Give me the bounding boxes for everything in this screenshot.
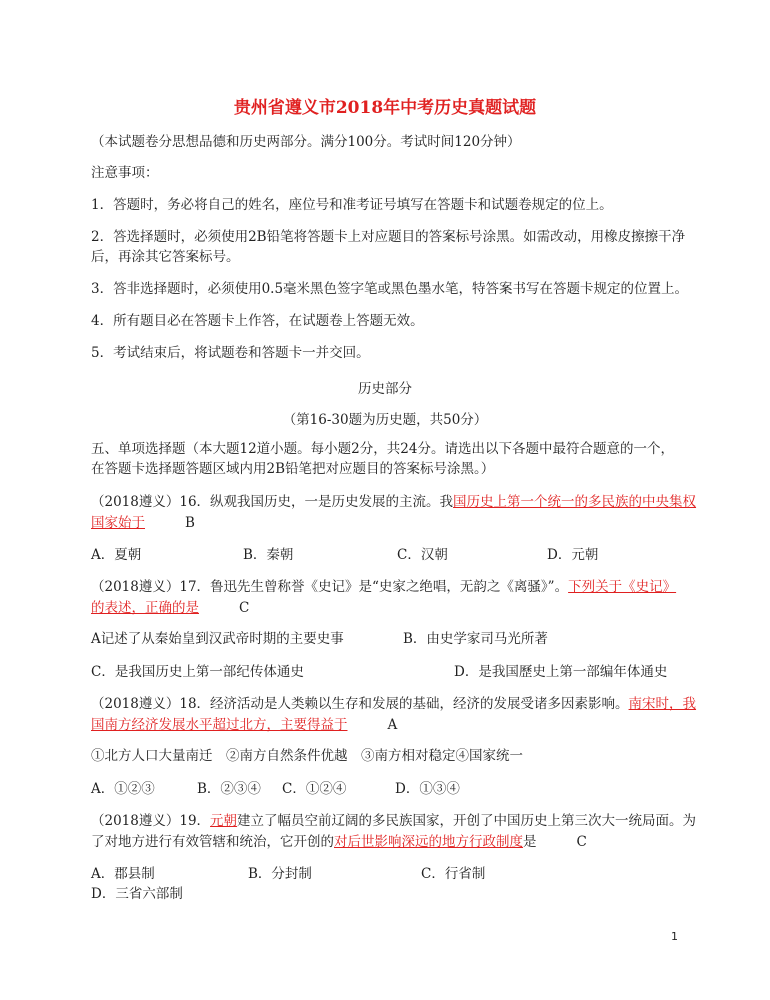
question-18 [91, 693, 697, 715]
note-item: 4．所有题目必在答题卡上作答，在试题卷上答题无效。 [91, 313, 424, 329]
highlight-text: 下列关于《史记》 [568, 579, 677, 595]
option: B．②③④ [197, 781, 261, 797]
intro-text: （本试题卷分思想品德和历史两部分。满分100分。考试时间120分钟） [91, 134, 521, 150]
note-item: 2．答选择题时，必须使用2B铅笔将答题卡上对应题目的答案标号涂黑。如需改动，用橡皮擦擦干净 [91, 229, 686, 245]
option: C．行省制 [421, 866, 486, 882]
question-16 [91, 491, 697, 513]
option: A．①②③ [91, 781, 155, 797]
option: D．元朝 [547, 547, 599, 563]
option: D．①③④ [395, 781, 460, 797]
part-heading: 在答题卡选择题答题区域内用2B铅笔把对应题目的答案标号涂黑。） [91, 461, 495, 477]
question-19 [91, 810, 697, 832]
answer-mark: A [387, 717, 398, 733]
note-item: 1．答题时，务必将自己的姓名，座位号和准考证号填写在答题卡和试题卷规定的位上。 [91, 197, 613, 213]
option: C．①②④ [282, 781, 347, 797]
option: B．秦朝 [243, 547, 294, 563]
question-items: ①北方人口大量南迁 ②南方自然条件优越 ③南方相对稳定④国家统一 [91, 748, 523, 764]
option: C．汉朝 [397, 547, 448, 563]
page-number: 1 [671, 930, 678, 943]
question-16-cont [91, 512, 678, 534]
answer-mark: B [185, 515, 195, 531]
option: A记述了从秦始皇到汉武帝时期的主要史事 [91, 631, 344, 647]
note-item: 3．答非选择题时，必须使用0.5毫米黑色签字笔或黑色墨水笔，特答案书写在答题卡规定的位置上。 [91, 281, 689, 297]
answer-mark: C [576, 834, 587, 850]
question-text: 是 [523, 834, 537, 850]
question-text: （2018遵义）18．经济活动是人类赖以生存和发展的基础，经济的发展受诸多因素影响。 [91, 696, 629, 712]
question-text: （2018遵义）19． [91, 813, 211, 829]
option: B．由史学家司马光所著 [403, 631, 548, 647]
question-17-cont [91, 597, 678, 619]
question-19-cont [91, 831, 678, 853]
part-heading: 五、单项选择题（本大题12道小题。每小题2分，共24分。请选出以下各题中最符合题意的一个， [91, 441, 674, 457]
question-text: （2018遵义）17．鲁迅先生曾称誉《史记》是“史家之绝唱，无韵之《离骚》”。 [91, 579, 569, 595]
answer-mark: C [239, 600, 250, 616]
highlight-text: 对后世影响深远的地方行政制度 [334, 834, 523, 850]
highlight-text: 国南方经济发展水平超过北方，主要得益于 [91, 717, 348, 733]
option: A．夏朝 [91, 547, 142, 563]
option: B．分封制 [248, 866, 312, 882]
option: D．是我国歷史上第一部编年体通史 [454, 664, 668, 680]
question-17 [91, 576, 678, 598]
note-item: 5．考试结束后，将试题卷和答题卡一并交回。 [91, 345, 370, 361]
question-text: 建立了幅员空前辽阔的多民族国家，开创了中国历史上第三次大一统局面。为 [237, 813, 697, 829]
highlight-text: 国家始于 [91, 515, 145, 531]
highlight-text: 的表述，正确的是 [91, 600, 199, 616]
note-item: 后，再涂其它答案标号。 [91, 249, 240, 265]
highlight-text: 元朝 [210, 813, 238, 829]
question-18-cont [91, 714, 678, 736]
question-text: （2018遵义）16．纵观我国历史，一是历史发展的主流。我 [91, 494, 454, 510]
question-text: 了对地方进行有效管辖和统治，它开创的 [91, 834, 334, 850]
notes-heading: 注意事项： [91, 165, 159, 181]
section-subtitle: （第16-30题为历史题，共50分） [282, 412, 488, 428]
section-title: 历史部分 [358, 381, 412, 397]
highlight-text: 国历史上第一个统一的多民族的中央集权 [453, 494, 697, 510]
option: C．是我国历史上第一部纪传体通史 [91, 664, 304, 680]
page-title: 贵州省遵义市2018年中考历史真题试题 [233, 98, 537, 118]
option: A．郡县制 [91, 866, 155, 882]
highlight-text: 南宋时，我 [628, 696, 697, 712]
option: D．三省六部制 [91, 886, 183, 902]
